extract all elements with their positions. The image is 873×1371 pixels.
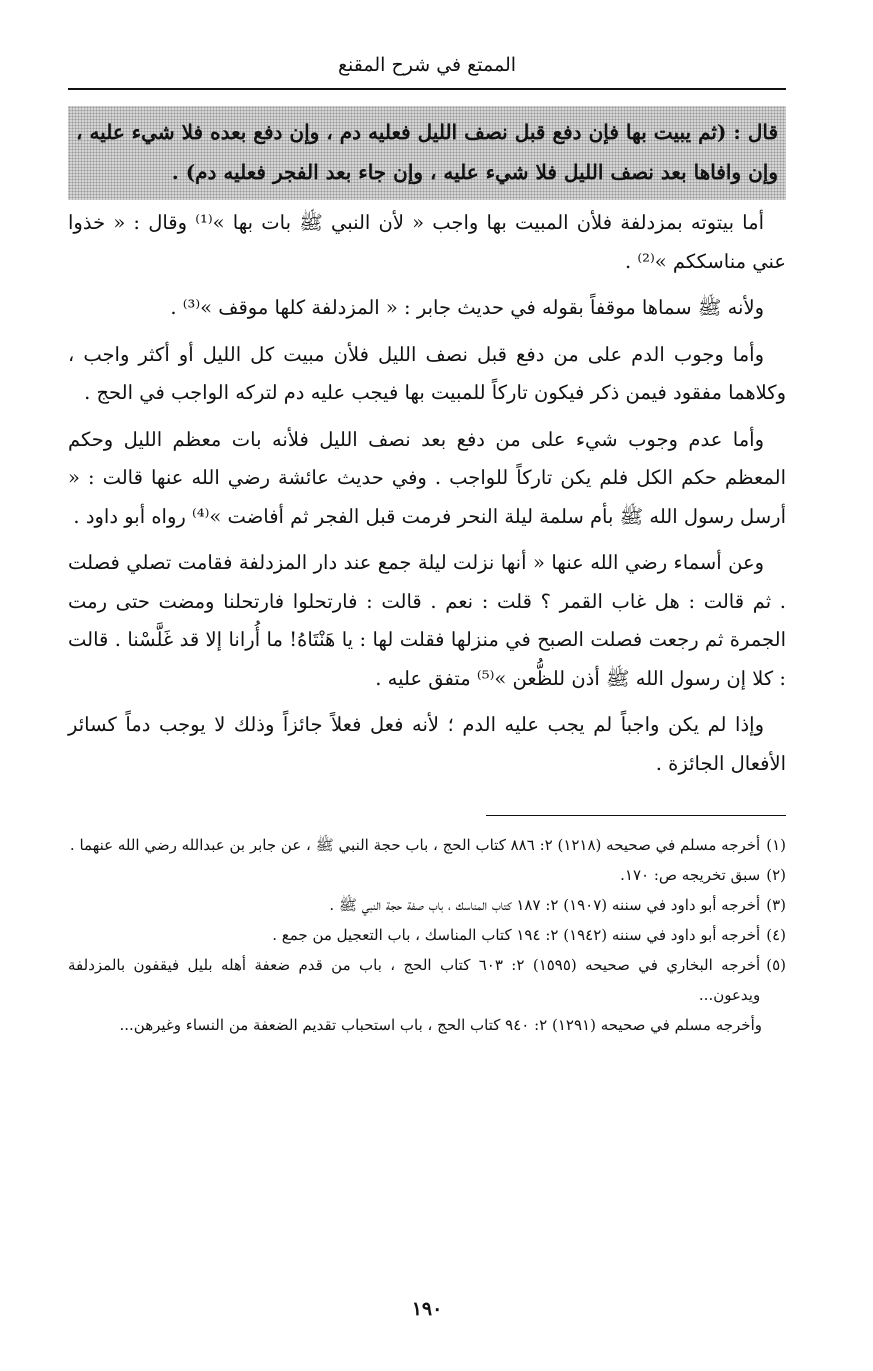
- footnote-number: (٢): [766, 866, 786, 884]
- footnote-number: (٥): [766, 956, 786, 974]
- footnote-number: (١): [766, 836, 786, 854]
- running-title: الممتع في شرح المقنع: [337, 54, 517, 76]
- footnote-text: أخرجه البخاري في صحيحه (١٥٩٥) ٢: ٦٠٣ كتاب الحج ، باب من قدم ضعفة أهله بليل فيقفون بالمزدلفة ويدعون...: [68, 956, 761, 1004]
- header-rule: [68, 88, 786, 90]
- paragraph: وأما عدم وجوب شيء على من دفع بعد نصف الليل فلأنه بات معظم الليل وحكم المعظم حكم الكل فلم يكن تاركاً للواجب . وفي حديث عائشة رضي الله عنها قالت : « أرسل رسول الله ﷺ بأم سلمة ليلة النحر فرمت قبل الفجر ثم أفاضت »⁽⁴⁾ رواه أبو داود .: [68, 427, 786, 528]
- footnote-text: أخرجه أبو داود في سننه (١٩٤٢) ٢: ١٩٤ كتاب المناسك ، باب التعجيل من جمع .: [272, 926, 761, 944]
- footnote: [68, 830, 786, 860]
- matn-highlight-box: [68, 106, 786, 200]
- footnote-continuation: وأخرجه مسلم في صحيحه (١٢٩١) ٢: ٩٤٠ كتاب الحج ، باب استحباب تقديم الضعفة من النساء وغيرهن...: [119, 1016, 762, 1034]
- paragraph: وأما وجوب الدم على من دفع قبل نصف الليل فلأن مبيت كل الليل أو أكثر واجب ، وكلاهما مفقود فيمن ذكر فيكون تاركاً للمبيت بها فيجب عليه دم لتركه الواجب في الحج .: [68, 342, 786, 404]
- footnote-text: أخرجه مسلم في صحيحه (١٢١٨) ٢: ٨٨٦ كتاب الحج ، باب حجة النبي ﷺ ، عن جابر بن عبدالله رضي الله عنهما .: [69, 836, 761, 854]
- footnote: [68, 950, 786, 1010]
- footnote-text: سبق تخريجه ص: ١٧٠.: [620, 866, 761, 884]
- page-number: ١٩٠: [411, 1298, 443, 1320]
- commentary-body: [68, 204, 786, 783]
- footnote-text: أخرجه أبو داود في سننه (١٩٠٧) ٢: ١٨٧ كتاب المناسك ، باب صفة حجة النبي ﷺ .: [329, 896, 761, 914]
- paragraph: وإذا لم يكن واجباً لم يجب عليه الدم ؛ لأنه فعل فعلاً جائزاً وذلك لا يوجب دماً كسائر الأفعال الجائزة .: [68, 713, 786, 775]
- paragraph: وعن أسماء رضي الله عنها « أنها نزلت ليلة جمع عند دار المزدلفة فقامت تصلي فصلت . ثم قالت : هل غاب القمر ؟ قلت : نعم . قالت : فارتحلوا فارتحلنا ومضت حتى رمت الجمرة ثم رجعت فصلت الصبح في منزلها فقلت لها : يا هَنْتَاهُ! ما أُرانا إلا قد غَلَّسْنا . قالت : كلا إن رسول الله ﷺ أذن للظُّعن »⁽⁵⁾ متفق عليه .: [68, 551, 786, 690]
- footnote: [68, 860, 786, 890]
- footnote: [68, 920, 786, 950]
- paragraph: أما بيتوته بمزدلفة فلأن المبيت بها واجب « لأن النبي ﷺ بات بها »⁽¹⁾ وقال : « خذوا عني مناسككم »⁽²⁾ .: [68, 211, 786, 273]
- footnote: [68, 890, 786, 920]
- footnote-number: (٤): [766, 926, 786, 944]
- book-page: [68, 50, 786, 1350]
- footnotes: [68, 830, 786, 1040]
- paragraph: ولأنه ﷺ سماها موقفاً بقوله في حديث جابر : « المزدلفة كلها موقف »⁽³⁾ .: [170, 296, 764, 319]
- matn-text: قال : (ثم يبيت بها فإن دفع قبل نصف الليل فعليه دم ، وإن دفع بعده فلا شيء عليه ، وإن وافاها بعد نصف الليل فلا شيء عليه ، وإن جاء بعد الفجر فعليه دم) .: [76, 120, 778, 184]
- footnote-separator: [486, 815, 786, 816]
- footnote-number: (٣): [766, 896, 786, 914]
